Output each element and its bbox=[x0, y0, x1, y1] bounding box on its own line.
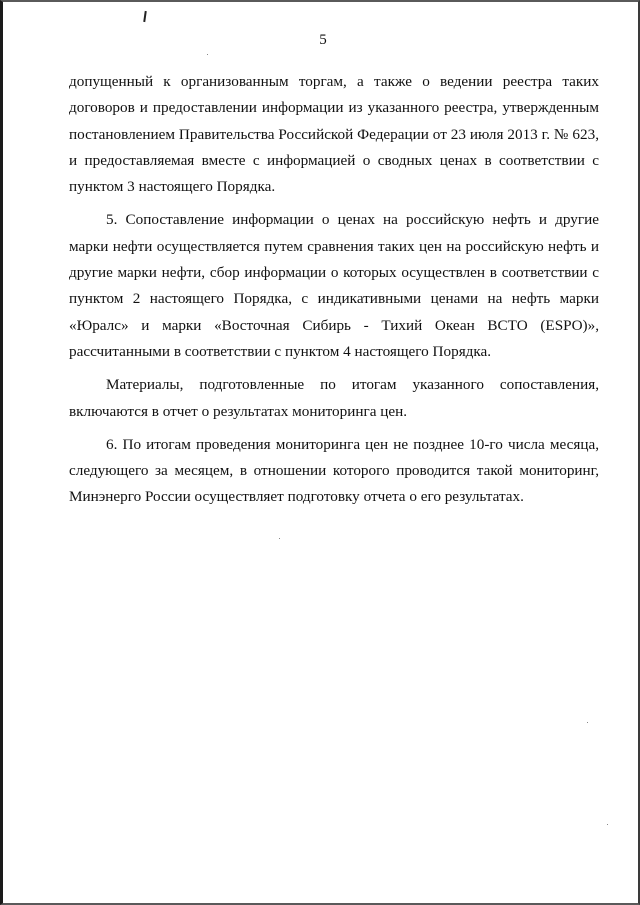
document-body bbox=[69, 69, 599, 511]
paragraph-item-5: 5. Сопоставление информации о ценах на российскую нефть и другие марки нефти осуществляется путем сравнения таких цен на российскую нефть и другие марки нефти, сбор информации о которых осуществлен в соответствии с пунктом 2 настоящего Порядка, с индикативными ценами на нефть марки «Юралс» и марки «Восточная Сибирь - Тихий Океан ВСТО (ESPO)», рассчитанными в соответствии с пунктом 4 настоящего Порядка. bbox=[69, 211, 599, 360]
paragraph-materials: Материалы, подготовленные по итогам указанного сопоставления, включаются в отчет о результатах мониторинга цен. bbox=[69, 376, 599, 420]
paragraph-continuation: допущенный к организованным торгам, а также о ведении реестра таких договоров и предоставлении информации из указанного реестра, утвержденным постановлением Правительства Российской Федерации от 23 июля 2013 г. № 623, и предоставляемая вместе с информацией о сводных ценах в соответствии с пунктом 3 настоящего Порядка. bbox=[69, 73, 599, 196]
page-number: 5 bbox=[319, 32, 327, 48]
paragraph-item-6: 6. По итогам проведения мониторинга цен не позднее 10-го числа месяца, следующего за месяцем, в отношении которого проводится такой мониторинг, Минэнерго России осуществляет подготовку отчета о его результатах. bbox=[69, 435, 599, 506]
scan-ink-mark bbox=[143, 11, 147, 22]
scan-speck bbox=[587, 722, 588, 723]
scan-speck bbox=[207, 54, 208, 55]
scan-speck bbox=[607, 824, 608, 825]
scan-speck bbox=[279, 538, 280, 539]
